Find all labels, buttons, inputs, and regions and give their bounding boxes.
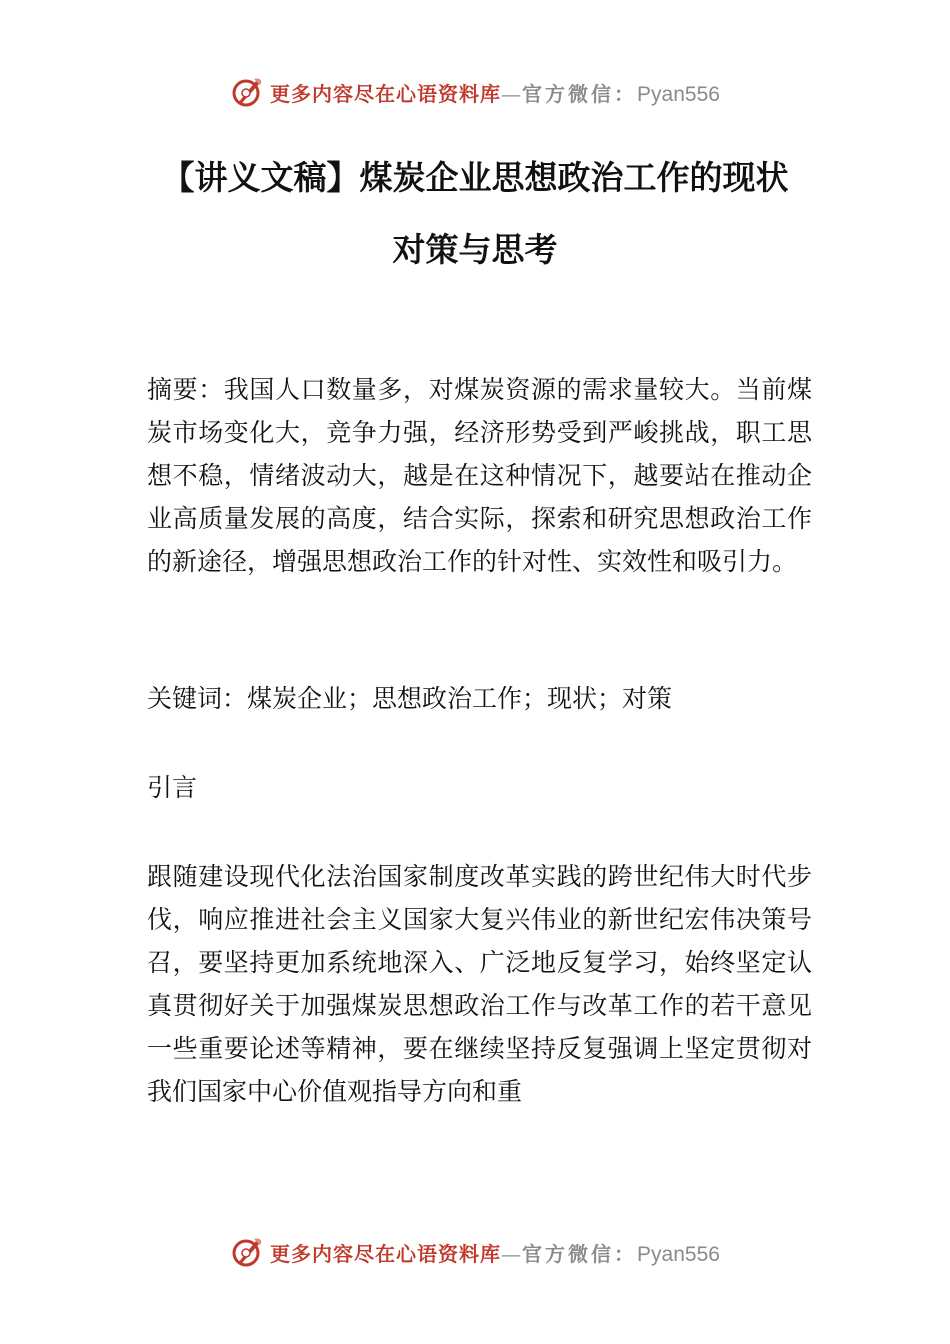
intro-heading: 引言 (147, 773, 198, 802)
quill-logo-icon (230, 1235, 264, 1269)
banner-text (270, 78, 720, 107)
banner-wechat-label: 官方微信： (522, 1241, 638, 1266)
body-paragraph: 跟随建设现代化法治国家制度改革实践的跨世纪伟大时代步伐，响应推进社会主义国家大复兴伟业的新世纪宏伟决策号召，要坚持更加系统地深入、广泛地反复学习，始终坚定认真贯彻好关于加强煤炭思想政治工作与改革工作的若干意见一些重要论述等精神，要在继续坚持反复强调上坚定贯彻对我们国家中心价值观指导方向和重 (147, 862, 812, 1106)
banner-site-name: 更多内容尽在心语资料库 (270, 81, 502, 106)
quill-logo-icon (230, 75, 264, 109)
banner-text (270, 1238, 720, 1267)
footer-banner (0, 1232, 950, 1272)
keywords-line: 关键词：煤炭企业；思想政治工作；现状；对策 (147, 684, 673, 713)
banner-wechat-id: Pyan556 (637, 1242, 720, 1266)
banner-dash: — (501, 1241, 523, 1266)
banner-dash: — (501, 81, 523, 106)
banner-wechat-id: Pyan556 (637, 82, 720, 106)
abstract-paragraph: 摘要：我国人口数量多，对煤炭资源的需求量较大。当前煤炭市场变化大，竞争力强，经济形势受到严峻挑战，职工思想不稳，情绪波动大，越是在这种情况下，越要站在推动企业高质量发展的高度，结合实际，探索和研究思想政治工作的新途径，增强思想政治工作的针对性、实效性和吸引力。 (147, 375, 812, 576)
banner-site-name: 更多内容尽在心语资料库 (270, 1241, 502, 1266)
banner-content (230, 1235, 720, 1269)
header-banner (0, 72, 950, 112)
banner-wechat-label: 官方微信： (522, 81, 638, 106)
document-title-line-1: 【讲义文稿】煤炭企业思想政治工作的现状 (161, 158, 789, 197)
document-title-line-2: 对策与思考 (392, 230, 558, 269)
banner-content (230, 75, 720, 109)
